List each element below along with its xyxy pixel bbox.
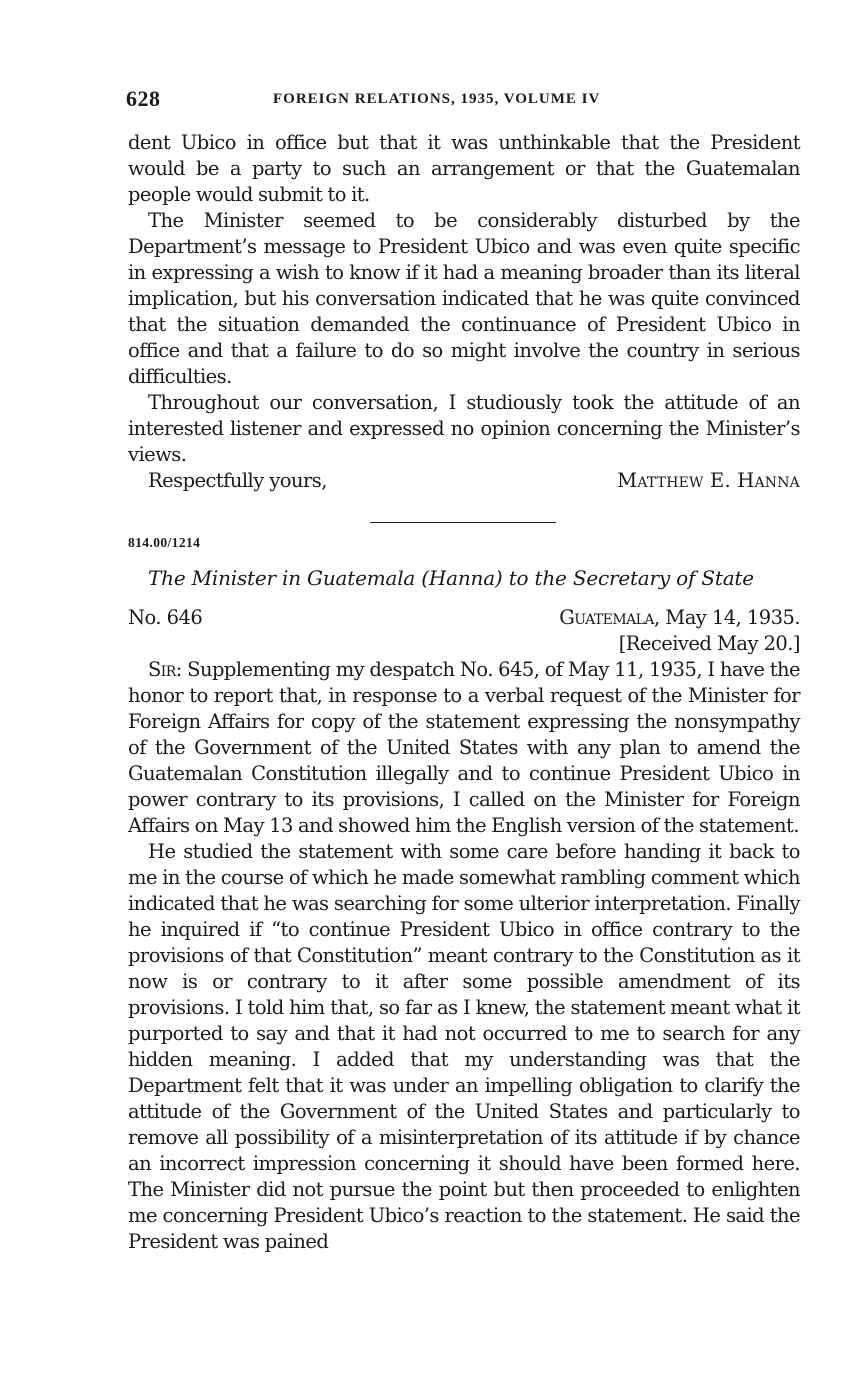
signature: Matthew E. Hanna (617, 469, 800, 492)
file-number: 814.00/1214 (128, 535, 201, 550)
paragraph-supplementing (128, 657, 800, 839)
paragraph-he-studied: He studied the statement with some care before handing it back to me in the course of which he made somewhat rambling comment which indicated that he was searching for some ulterior interpretation. Finally he inquired if “to continue President Ubico in office contrary to the provisions of that Constitution” meant contrary to the Constitution as it now is or contrary to it after some possible amendment of its provisions. I told him that, so far as I knew, the statement meant what it purported to say and that it had not occurred to me to search for any hidden meaning. I added that my understanding was that the Department felt that it was under an impelling obligation to clarify the attitude of the Government of the United States and particularly to remove all possibility of a misinterpretation of its attitude if by chance an incorrect impression concerning it should have been formed here. The Minister did not pursue the point but then proceeded to enlighten me concerning President Ubico’s reaction to the statement. He said the President was pained (128, 840, 800, 1253)
running-head (128, 86, 800, 116)
section-divider (370, 522, 556, 523)
salutation: Sir (148, 658, 176, 681)
paragraph-continuation: dent Ubico in office but that it was unthinkable that the President would be a party to such an arrangement or that the Guatemalan people would submit to it. (128, 131, 800, 206)
paragraph-minister-disturbed: The Minister seemed to be considerably disturbed by the Department’s message to President Ubico and was even quite specific in expressing a wish to know if it had a meaning broader than its literal implication, but his conversation indicated that he was quite convinced that the situation demanded the continuance of President Ubico in office and that a failure to do so might involve the country in serious difficulties. (128, 209, 800, 388)
document-heading: The Minister in Guatemala (Hanna) to the Secretary of State (148, 566, 754, 590)
received-date: [Received May 20.] (618, 632, 800, 655)
place-and-date (559, 605, 800, 631)
paragraph-supplementing-text: : Supplementing my despatch No. 645, of May 11, 1935, I have the honor to report that, in response to a verbal request of the Minister for Foreign Affairs for copy of the statement expressing the nonsympathy of the Government of the United States with any plan to amend the Guatemalan Constitution illegally and to continue President Ubico in power contrary to its provisions, I called on the Minister for Foreign Affairs on May 13 and showed him the English version of the statement. (128, 658, 800, 837)
despatch-number: No. 646 (128, 606, 203, 629)
document-page (128, 86, 800, 1255)
page-number: 628 (126, 86, 161, 111)
running-title: FOREIGN RELATIONS, 1935, VOLUME IV (273, 91, 601, 107)
despatch-line (128, 605, 800, 631)
closing-line (128, 468, 800, 494)
date: , May 14, 1935. (654, 606, 800, 629)
complimentary-close: Respectfully yours, (148, 469, 327, 492)
paragraph-throughout-conversation: Throughout our conversation, I studiously took the attitude of an interested listener and expressed no opinion concerning the Minister’s views. (128, 391, 800, 466)
place: Guatemala (559, 606, 654, 629)
